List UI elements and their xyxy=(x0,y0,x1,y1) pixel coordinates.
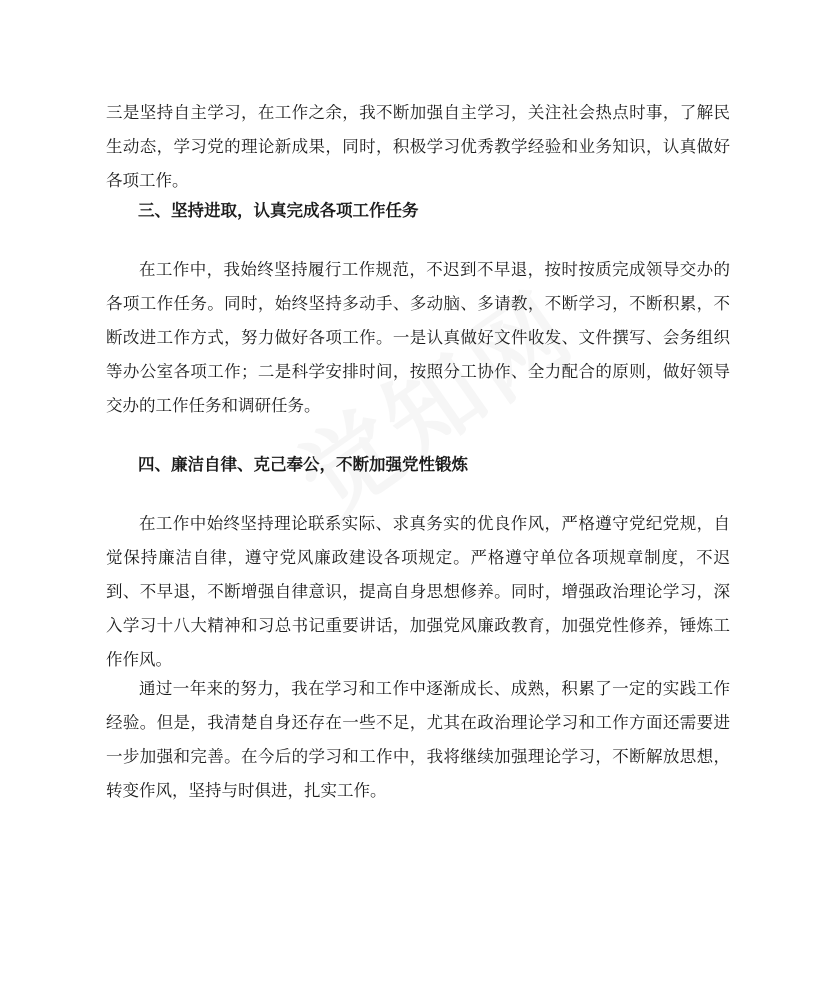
paragraph-summary: 通过一年来的努力，我在学习和工作中逐渐成长、成熟，积累了一定的实践工作经验。但是，我清楚自身还存在一些不足，尤其在政治理论学习和工作方面还需要进一步加强和完善。在今后的学习和工作中，我将继续加强理论学习，不断解放思想，转变作风，坚持与时俱进，扎实工作。 xyxy=(106,679,730,800)
section-heading-four: 四、廉洁自律、克己奉公，不断加强党性锻炼 xyxy=(138,455,468,474)
section-heading-three: 三、坚持进取，认真完成各项工作任务 xyxy=(138,201,419,220)
paragraph-self-study: 三是坚持自主学习，在工作之余，我不断加强自主学习，关注社会热点时事，了解民生动态，学习党的理论新成果，同时，积极学习优秀教学经验和业务知识，认真做好各项工作。 xyxy=(106,103,730,190)
paragraph-section-four: 在工作中始终坚持理论联系实际、求真务实的优良作风，严格遵守党纪党规，自觉保持廉洁自律，遵守党风廉政建设各项规定。严格遵守单位各项规章制度，不迟到、不早退，不断增强自律意识，提高自身思想修养。同时，增强政治理论学习，深入学习十八大精神和习总书记重要讲话，加强党风廉政教育，加强党性修养，锤炼工作作风。 xyxy=(106,514,730,669)
paragraph-section-three: 在工作中，我始终坚持履行工作规范，不迟到不早退，按时按质完成领导交办的各项工作任务。同时，始终坚持多动手、多动脑、多请教，不断学习，不断积累，不断改进工作方式，努力做好各项工作。一是认真做好文件收发、文件撰写、会务组织等办公室各项工作；二是科学安排时间，按照分工协作、全力配合的原则，做好领导交办的工作任务和调研任务。 xyxy=(106,260,730,415)
